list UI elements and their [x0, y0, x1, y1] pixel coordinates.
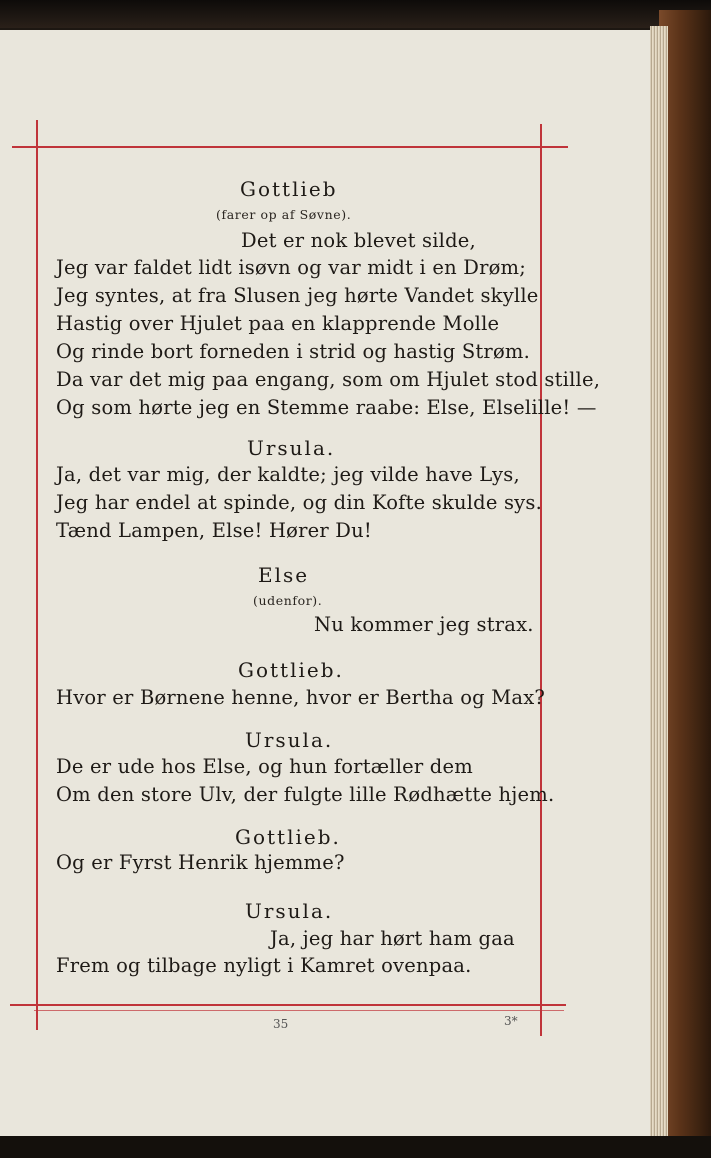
- verse-line: Frem og tilbage nyligt i Kamret ovenpaa.: [56, 954, 472, 977]
- verse-line: Jeg syntes, at fra Slusen jeg hørte Vandet skylle: [56, 284, 539, 307]
- top-red-rule: [12, 146, 568, 148]
- verse-line: Hvor er Børnene henne, hvor er Bertha og Max?: [56, 686, 546, 709]
- speaker-name: Ursula.: [245, 899, 334, 923]
- verse-line: Ja, jeg har hørt ham gaa: [270, 927, 515, 950]
- verse-line: Da var det mig paa engang, som om Hjulet stod stille,: [56, 368, 601, 391]
- bottom-red-rule: [10, 1004, 566, 1006]
- stage-direction: (farer op af Søvne).: [216, 207, 352, 222]
- verse-line: Jeg har endel at spinde, og din Kofte skulde sys.: [56, 491, 543, 514]
- page-number: 35: [273, 1017, 289, 1031]
- verse-line: Om den store Ulv, der fulgte lille Rødhætte hjem.: [56, 783, 555, 806]
- left-red-rule: [36, 120, 38, 1030]
- verse-line: Og som hørte jeg en Stemme raabe: Else, Elselille! —: [56, 396, 597, 419]
- page-edges: [650, 26, 668, 1138]
- speaker-name: Gottlieb.: [238, 658, 344, 682]
- verse-line: Og rinde bort forneden i strid og hastig Strøm.: [56, 340, 530, 363]
- signature-mark: 3*: [504, 1014, 518, 1028]
- right-red-rule: [540, 124, 542, 1036]
- speaker-name: Else: [258, 563, 310, 587]
- verse-line: Jeg var faldet lidt isøvn og var midt i en Drøm;: [56, 256, 527, 279]
- verse-line: Ja, det var mig, der kaldte; jeg vilde have Lys,: [56, 463, 520, 486]
- verse-line: De er ude hos Else, og hun fortæller dem: [56, 755, 473, 778]
- verse-line: Hastig over Hjulet paa en klapprende Molle: [56, 312, 500, 335]
- speaker-name: Ursula.: [247, 436, 336, 460]
- verse-line: Tænd Lampen, Else! Hører Du!: [56, 519, 372, 542]
- book-cover-top: [0, 0, 711, 28]
- verse-line: Nu kommer jeg strax.: [314, 613, 534, 636]
- book-cover-bottom: [0, 1136, 711, 1158]
- speaker-name: Gottlieb: [240, 177, 338, 201]
- bottom-red-rule-inner: [34, 1010, 564, 1011]
- verse-line: Det er nok blevet silde,: [241, 229, 476, 252]
- speaker-name: Gottlieb.: [235, 825, 341, 849]
- verse-line: Og er Fyrst Henrik hjemme?: [56, 851, 345, 874]
- stage-direction: (udenfor).: [253, 593, 323, 608]
- speaker-name: Ursula.: [245, 728, 334, 752]
